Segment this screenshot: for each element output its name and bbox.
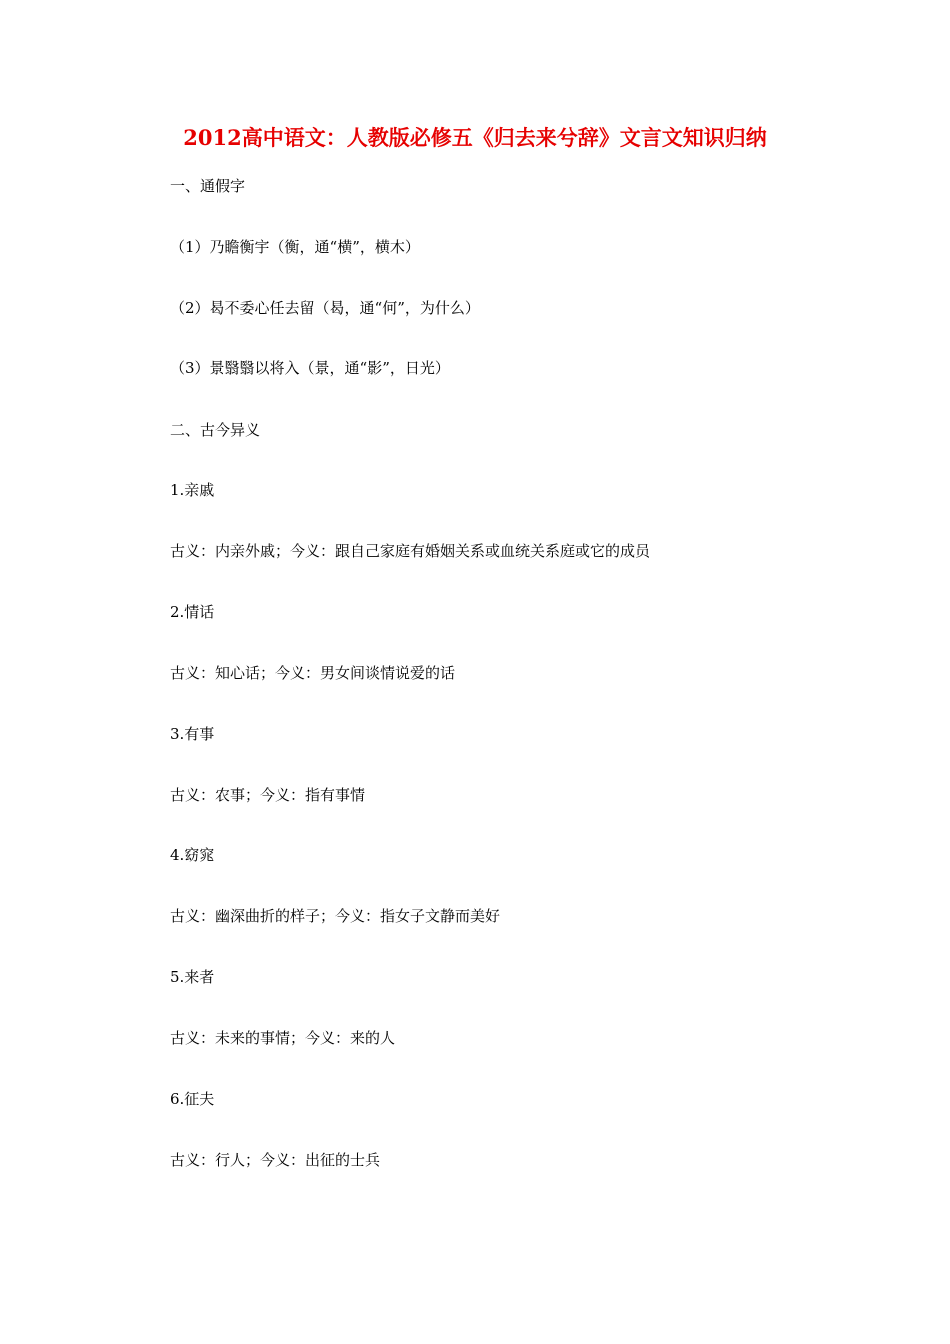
heading-tongjiazi: 一、通假字 xyxy=(170,177,246,195)
term-definition: 古义：知心话；今义：男女间谈情说爱的话 xyxy=(170,664,456,682)
term-definition: 古义：内亲外戚；今义：跟自己家庭有婚姻关系或血统关系庭或它的成员 xyxy=(170,542,651,560)
term-definition: 古义：农事；今义：指有事情 xyxy=(170,786,366,804)
term-label: 1.亲戚 xyxy=(170,481,215,499)
list-item: （3）景翳翳以将入（景，通“影”，日光） xyxy=(170,359,450,377)
term-definition: 古义：幽深曲折的样子；今义：指女子文静而美好 xyxy=(170,907,501,925)
term-label: 2.情话 xyxy=(170,603,215,621)
heading-gujinyiyi: 二、古今异义 xyxy=(170,421,261,439)
list-item: （1）乃瞻衡宇（衡，通“横”，横木） xyxy=(170,238,420,256)
term-definition: 古义：未来的事情；今义：来的人 xyxy=(170,1029,396,1047)
term-label: 6.征夫 xyxy=(170,1090,215,1108)
document-title: 2012高中语文：人教版必修五《归去来兮辞》文言文知识归纳 xyxy=(183,125,767,150)
list-item: （2）曷不委心任去留（曷，通“何”，为什么） xyxy=(170,299,480,317)
term-label: 4.窈窕 xyxy=(170,846,215,864)
term-label: 5.来者 xyxy=(170,968,215,986)
term-definition: 古义：行人；今义：出征的士兵 xyxy=(170,1151,381,1169)
term-label: 3.有事 xyxy=(170,725,215,743)
